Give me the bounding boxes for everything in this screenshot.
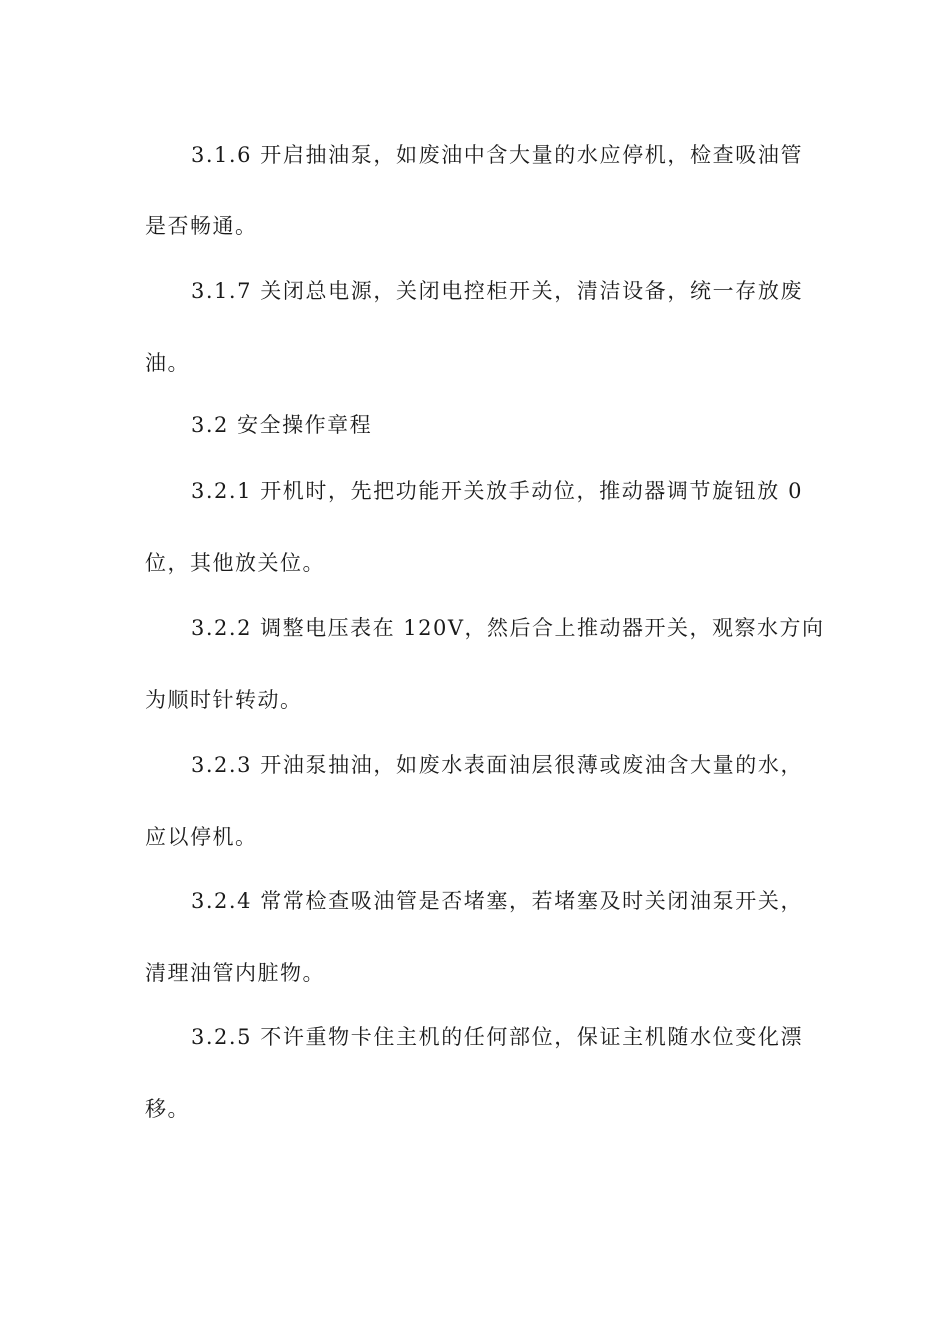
- para-3-2-1-line-2: 位，其他放关位。: [145, 551, 325, 575]
- para-3-2-5-line-1: 3.2.5 不许重物卡住主机的任何部位，保证主机随水位变化漂: [191, 1025, 803, 1049]
- para-3-1-7-line-1: 3.1.7 关闭总电源，关闭电控柜开关，清洁设备，统一存放废: [191, 279, 803, 303]
- para-3-2-1-line-1: 3.2.1 开机时，先把功能开关放手动位，推动器调节旋钮放 0: [191, 479, 803, 503]
- para-3-2-4-line-2: 清理油管内脏物。: [145, 961, 325, 985]
- para-3-1-6-line-2: 是否畅通。: [145, 214, 258, 238]
- para-3-2-2-line-1: 3.2.2 调整电压表在 120V，然后合上推动器开关，观察水方向: [191, 616, 825, 640]
- para-3-2-2-line-2: 为顺时针转动。: [145, 688, 303, 712]
- para-3-2-4-line-1: 3.2.4 常常检查吸油管是否堵塞，若堵塞及时关闭油泵开关，: [191, 889, 803, 913]
- para-3-2-5-line-2: 移。: [145, 1097, 190, 1121]
- para-3-2-3-line-2: 应以停机。: [145, 825, 258, 849]
- para-3-1-6-line-1: 3.1.6 开启抽油泵，如废油中含大量的水应停机，检查吸油管: [191, 143, 803, 167]
- section-heading-3-2: 3.2 安全操作章程: [191, 413, 373, 437]
- para-3-2-3-line-1: 3.2.3 开油泵抽油，如废水表面油层很薄或废油含大量的水，: [191, 753, 803, 777]
- para-3-1-7-line-2: 油。: [145, 351, 190, 375]
